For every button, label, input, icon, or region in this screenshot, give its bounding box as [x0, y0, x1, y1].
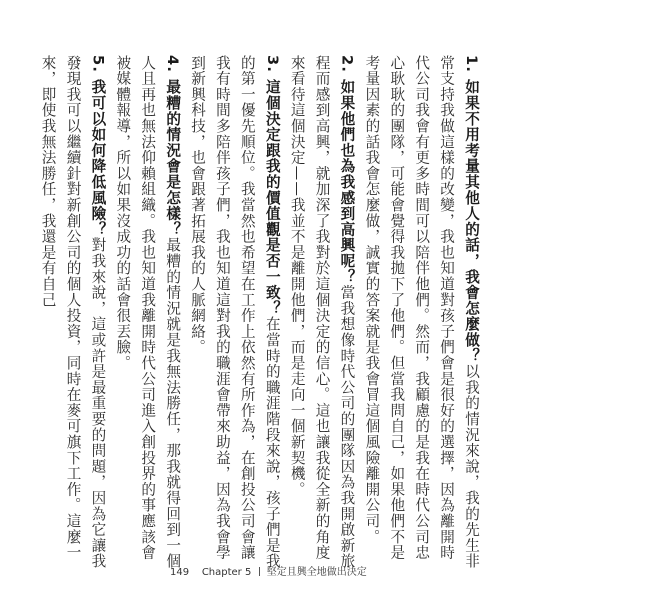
answer-3: 在當時的職涯階段來說，孩子們是我的第一優先順位。我當然也希望在工作上依然有所作為，在創投公司會讓我有時間多陪伴孩子們，我也知道這對我的職涯會帶來助益，因為我會學到新興科技，也會跟著拓展我的人脈網絡。	[189, 55, 281, 570]
answer-5: 對我來說，這或許是最重要的問題，因為它讓我發現我可以繼續針對新創公司的個人投資，同時在麥可旗下工作。這麼一來，即使我無法勝任，我還是有自己	[39, 55, 107, 570]
body-text	[35, 55, 483, 575]
answer-1: 以我的情況來說，我的先生非常支持我做這樣的改變，我也知道對孩子們會是很好的選擇，因為離開時代公司我會有更多時間可以陪伴他們。然而，我顧慮的是我在時代公司忠心耿耿的團隊，可能會覺得我拋下了他們。但當我問自己，如果他們不是考量因素的話我會怎麼做，誠實的答案就是我會冒這個風險離開公司。	[363, 55, 480, 570]
question-2: 2. 如果他們也為我感到高興呢？	[338, 55, 356, 285]
question-1: 1. 如果不用考量其他人的話，我會怎麼做？	[463, 55, 480, 364]
answer-2: 當我想像時代公司的團隊因為我開啟新旅程而感到高興，就加深了我對於這個決定的信心。這也讓我從全新的角度來看待這個決定——我並不是離開他們，而是走向一個新契機。	[288, 55, 356, 570]
question-3: 3. 這個決定跟我的價值觀是否一致？	[263, 55, 281, 317]
page-footer	[170, 563, 367, 578]
chapter-label: Chapter 5	[201, 567, 252, 578]
question-5: 5. 我可以如何降低風險？	[89, 55, 107, 238]
footer-divider	[259, 567, 260, 576]
chapter-title: 堅定且興全地做出決定	[266, 567, 367, 578]
page-number: 149	[170, 567, 190, 578]
question-4: 4. 最糟的情況會是怎樣？	[164, 55, 182, 238]
answer-4: 最糟的情況就是我無法勝任，那我就得回到一個人且再也無法仰賴組織。我也知道我離開時代公司進入創投界的事應該會被媒體報導，所以如果沒成功的話會很丟臉。	[114, 55, 182, 570]
